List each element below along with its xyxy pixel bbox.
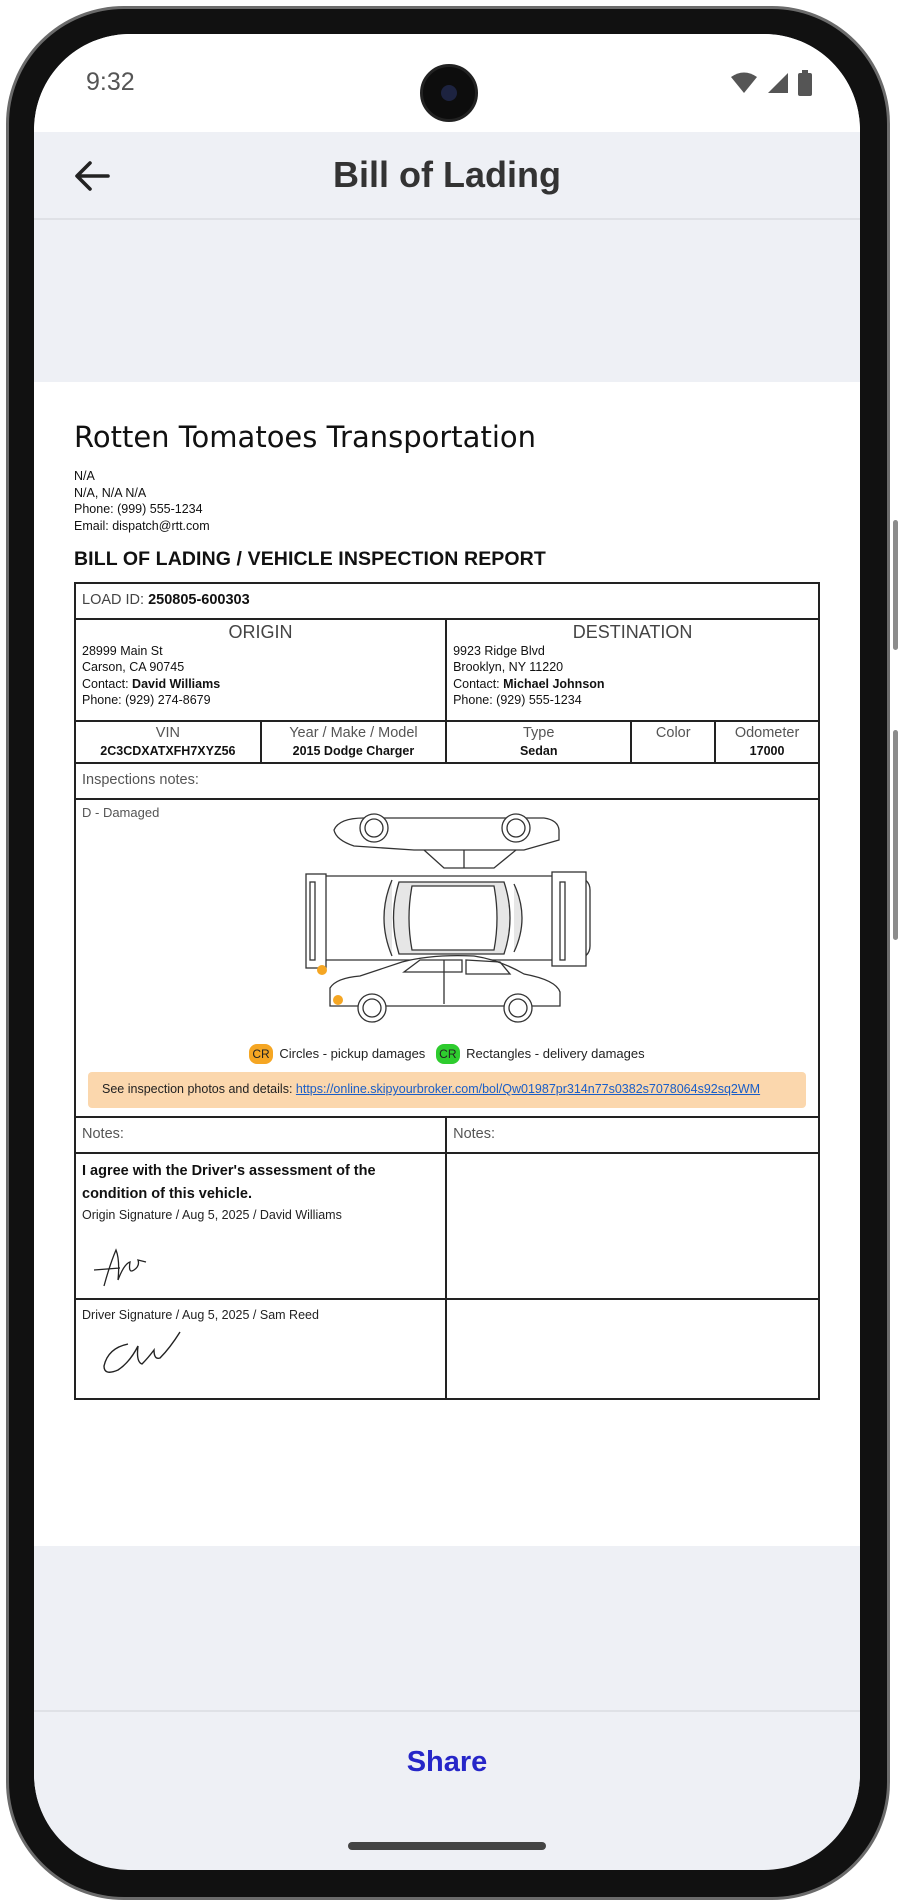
damage-legend bbox=[76, 1044, 818, 1064]
model-value: 2015 Dodge Charger bbox=[292, 744, 415, 758]
inspection-notes-label: Inspections notes: bbox=[75, 763, 819, 799]
vin-value: 2C3CDXATXFH7XYZ56 bbox=[100, 744, 236, 758]
vin-header: VIN bbox=[155, 725, 180, 741]
notes-label-left: Notes: bbox=[75, 1117, 446, 1153]
origin-cell bbox=[75, 619, 446, 721]
load-id-label: LOAD ID: bbox=[82, 592, 145, 608]
status-time: 9:32 bbox=[86, 68, 135, 96]
origin-heading: ORIGIN bbox=[228, 622, 293, 642]
company-line: N/A, N/A N/A bbox=[74, 485, 147, 500]
destination-street: 9923 Ridge Blvd bbox=[453, 643, 545, 658]
battery-icon bbox=[798, 70, 812, 96]
front-camera bbox=[420, 64, 478, 122]
wifi-icon bbox=[730, 71, 758, 95]
driver-signature-row bbox=[75, 1299, 819, 1399]
signal-icon bbox=[766, 71, 790, 95]
type-header: Type bbox=[523, 725, 555, 741]
share-button[interactable]: Share bbox=[406, 1746, 488, 1778]
status-bar bbox=[34, 34, 860, 132]
contact-label: Contact: bbox=[82, 676, 129, 691]
damage-diagram-cell bbox=[75, 799, 819, 1117]
origin-contact-name: David Williams bbox=[132, 676, 221, 691]
locations-row bbox=[75, 619, 819, 721]
driver-signature-cell bbox=[75, 1299, 446, 1399]
origin-contact bbox=[82, 676, 439, 693]
destination-city: Brooklyn, NY 11220 bbox=[453, 660, 564, 674]
company-email: Email: dispatch@rtt.com bbox=[74, 518, 210, 533]
color-cell bbox=[631, 721, 715, 763]
odometer-value: 17000 bbox=[749, 744, 785, 758]
load-id-row bbox=[75, 583, 819, 619]
home-indicator[interactable] bbox=[348, 1842, 546, 1850]
inspection-link-prefix: See inspection photos and details: bbox=[102, 1082, 293, 1096]
notes-label-right: Notes: bbox=[446, 1117, 819, 1153]
damage-key: D - Damaged bbox=[82, 805, 160, 820]
origin-signature-label: Origin Signature / Aug 5, 2025 / David Williams bbox=[82, 1208, 342, 1222]
destination-cell bbox=[446, 619, 819, 721]
notes-row bbox=[75, 1117, 819, 1153]
app-bar bbox=[34, 132, 860, 220]
damage-diagram-row bbox=[75, 799, 819, 1117]
type-value: Sedan bbox=[519, 744, 558, 758]
origin-signature-cell bbox=[75, 1153, 446, 1299]
inspection-link[interactable]: https://online.skipyourbroker.com/bol/Qw01987pr314n77s0382s7078064s92sq2WM bbox=[295, 1082, 761, 1096]
bol-document bbox=[34, 382, 860, 1546]
bottom-bar bbox=[34, 1710, 860, 1830]
model-header: Year / Make / Model bbox=[289, 725, 418, 741]
destination-heading: DESTINATION bbox=[572, 622, 693, 642]
status-icons bbox=[730, 70, 812, 96]
origin-street: 28999 Main St bbox=[82, 643, 163, 658]
company-address bbox=[74, 468, 210, 534]
page-title: Bill of Lading bbox=[333, 154, 561, 195]
destination-phone: Phone: (929) 555-1234 bbox=[453, 693, 582, 707]
inspection-notes-row bbox=[75, 763, 819, 799]
vehicle-diagram bbox=[304, 810, 594, 1030]
agreement-line-1: I agree with the Driver's assessment of the bbox=[82, 1163, 376, 1179]
receiver-signature-cell bbox=[446, 1299, 819, 1399]
origin-phone: Phone: (929) 274-8679 bbox=[82, 693, 211, 707]
load-id-value: 250805-600303 bbox=[148, 592, 250, 608]
origin-signature-image bbox=[90, 1240, 170, 1290]
pickup-legend-text: Circles - pickup damages bbox=[279, 1046, 426, 1061]
contact-label: Contact: bbox=[453, 676, 500, 691]
destination-contact-name: Michael Johnson bbox=[503, 676, 605, 691]
agreement-line-2: condition of this vehicle. bbox=[82, 1186, 252, 1202]
delivery-legend-text: Rectangles - delivery damages bbox=[466, 1046, 645, 1061]
driver-signature-label: Driver Signature / Aug 5, 2025 / Sam Reed bbox=[82, 1308, 319, 1322]
type-cell bbox=[446, 721, 631, 763]
destination-signature-cell bbox=[446, 1153, 819, 1299]
odometer-header: Odometer bbox=[734, 725, 800, 741]
model-cell bbox=[261, 721, 446, 763]
driver-signature-image bbox=[98, 1324, 188, 1380]
origin-city: Carson, CA 90745 bbox=[82, 660, 185, 674]
company-line: N/A bbox=[74, 469, 95, 483]
bol-table bbox=[74, 582, 820, 1400]
power-button bbox=[893, 730, 898, 940]
screen bbox=[34, 34, 860, 1870]
report-title: BILL OF LADING / VEHICLE INSPECTION REPORT bbox=[74, 548, 546, 570]
company-phone: Phone: (999) 555-1234 bbox=[74, 502, 203, 516]
company-name: Rotten Tomatoes Transportation bbox=[74, 420, 537, 454]
color-header: Color bbox=[655, 725, 691, 741]
origin-signature-row bbox=[75, 1153, 819, 1299]
inspection-link-banner bbox=[88, 1072, 806, 1108]
delivery-badge: CR bbox=[436, 1044, 459, 1064]
pickup-badge: CR bbox=[249, 1044, 272, 1064]
volume-button bbox=[893, 520, 898, 650]
vin-cell bbox=[75, 721, 261, 763]
destination-contact bbox=[453, 676, 812, 693]
vehicle-row bbox=[75, 721, 819, 763]
odometer-cell bbox=[715, 721, 819, 763]
